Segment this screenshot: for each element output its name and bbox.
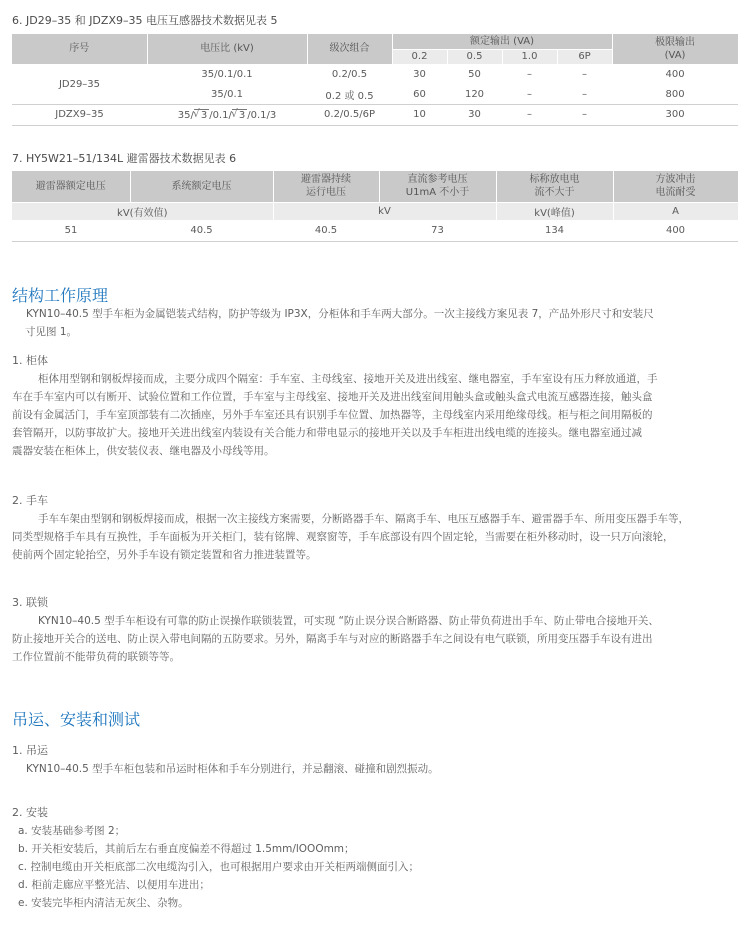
- col-ratio: 电压比 (kV): [147, 34, 307, 64]
- ratio-part: /0.1/: [209, 109, 232, 121]
- unit-kv-effective: kV(有效值): [12, 202, 273, 220]
- item-body-truck: [12, 510, 738, 564]
- text-line: 寸见图 1。: [25, 326, 78, 338]
- text-line: 手车车架由型钢和钢板焊接而成，根据一次主接线方案需要，分断路器手车、隔离手车、电压互感器手车、避雷器手车、所用变压器手车等，: [38, 513, 689, 525]
- text-line: 工作位置前不能带负荷的联锁等等。: [12, 651, 180, 663]
- text-line: KYN10–40.5 型手车柜设有可靠的防止误操作联锁装置，可实现 “防止误分误合断路器、防止带负荷进出手车、防止带电合接地开关、: [38, 615, 659, 627]
- table-cell: 300: [612, 104, 738, 125]
- col-square-wave-current: [613, 171, 738, 202]
- table-cell: –: [502, 104, 557, 125]
- header-line: 直流参考电压: [407, 174, 468, 186]
- text-line: 使前两个固定轮抬空，另外手车设有锁定装置和省力推进装置等。: [12, 549, 317, 561]
- col-seq: 序号: [12, 34, 147, 64]
- table-cell: 400: [613, 220, 738, 241]
- col-system-rated-voltage: [130, 171, 273, 202]
- header-line: 系统额定电压: [171, 180, 232, 192]
- section1-intro: [26, 305, 738, 341]
- section-title-transport: 吊运、安装和测试: [12, 710, 141, 729]
- table-cell: –: [557, 104, 612, 125]
- table-cell: 73: [379, 220, 496, 241]
- table6-caption: 7. HY5W21–51/134L 避雷器技术数据见表 6: [12, 152, 237, 165]
- text-line: KYN10–40.5 型手车柜为金属铠装式结构，防护等级为 IP3X，分柜体和手车两大部分。一次主接线方案见表 7，产品外形尺寸和安装尺: [26, 308, 654, 320]
- unit-kv: kV: [273, 202, 496, 220]
- sub-col-05: 0.5: [447, 49, 502, 64]
- table-cell: –: [502, 64, 557, 84]
- table-cell: 400: [612, 64, 738, 84]
- table-cell: 50: [447, 64, 502, 84]
- installation-list: [18, 822, 738, 912]
- text-line: 同类型规格手车具有互换性，手车面板为开关柜门，装有铭牌、观察窗等，手车底部设有四个固定轮，当需要在柜外移动时，设一只万向滚轮，: [12, 531, 674, 543]
- table-cell: 10: [392, 104, 447, 125]
- col-continuous-voltage: [273, 171, 379, 202]
- voltage-transformer-table: [12, 34, 739, 126]
- item-heading-installation: 2. 安装: [12, 806, 48, 819]
- text-line: 震器安装在柜体上，供安装仪表、继电器及小母线等用。: [12, 445, 275, 457]
- header-line: 流不大于: [534, 187, 575, 199]
- header-line: 运行电压: [306, 187, 346, 199]
- text-line: 套管隔开，以防事故扩大。接地开关进出线室内装设有关合能力和带电显示的接地开关以及手车柜进出线电缆的连接头。继电器室通过减: [12, 427, 642, 439]
- item-body-interlock: [12, 612, 738, 666]
- col-limit-output: [612, 34, 738, 64]
- table-cell: 60: [392, 84, 447, 104]
- sub-col-10: 1.0: [502, 49, 557, 64]
- item-heading-interlock: 3. 联锁: [12, 596, 48, 609]
- table-cell: 0.2/0.5: [307, 64, 392, 84]
- header-line: 避雷器额定电压: [35, 180, 106, 192]
- table-cell: JDZX9–35: [12, 104, 147, 125]
- table-cell: 800: [612, 84, 738, 104]
- header-line: 标称放电电: [529, 174, 580, 186]
- header-line: U1mA 不小于: [405, 187, 470, 199]
- table-cell: 0.2/0.5/6P: [307, 104, 392, 125]
- table-cell: 120: [447, 84, 502, 104]
- sqrt-symbol: [232, 109, 247, 121]
- text-line: 车在手车室内可以有断开、试验位置和工作位置，手车室与主母线室、接地开关及进出线室间用触头盒或触头盒式电流互感器连接，触头盒: [12, 391, 653, 403]
- item-heading-hoisting: 1. 吊运: [12, 744, 48, 757]
- item-body-hoisting: KYN10–40.5 型手车柜包装和吊运时柜体和手车分别进行，并忌翻滚、碰撞和剧烈振动。: [26, 763, 439, 775]
- item-heading-cabinet: 1. 柜体: [12, 354, 48, 367]
- section-title-structure: 结构工作原理: [12, 286, 109, 305]
- table-cell: –: [557, 84, 612, 104]
- table-cell: 35/0.1/0.1: [147, 64, 307, 84]
- list-item: b. 开关柜安装后，其前后左右垂直度偏差不得超过 1.5mm/lOOOmm；: [18, 843, 355, 855]
- table-cell: 30: [447, 104, 502, 125]
- col-limit-output-line2: (VA): [664, 49, 686, 61]
- header-line: 方波冲击: [655, 174, 696, 186]
- table-cell: 30: [392, 64, 447, 84]
- header-line: 避雷器持续: [301, 174, 351, 186]
- ratio-part: 3: [200, 109, 208, 121]
- col-accuracy: 级次组合: [307, 34, 392, 64]
- col-dc-reference-voltage: [379, 171, 496, 202]
- table-cell: 40.5: [130, 220, 273, 241]
- surge-arrester-table: [12, 171, 739, 242]
- list-item: e. 安装完毕柜内清洁无灰尘、杂物。: [18, 897, 189, 909]
- ratio-part: 3: [238, 109, 246, 121]
- list-item: d. 柜前走廊应平整光洁、以便用车进出；: [18, 879, 210, 891]
- table-cell: 134: [496, 220, 613, 241]
- ratio-part: /0.1/3: [247, 109, 277, 121]
- list-item: a. 安装基础参考图 2；: [18, 825, 126, 837]
- text-line: 防止接地开关合的送电、防止误入带电间隔的五防要求。另外，隔离手车与对应的断路器手车之间设有电气联锁，所用变压器手车设有进出: [12, 633, 653, 645]
- table5-caption: 6. JD29–35 和 JDZX9–35 电压互感器技术数据见表 5: [12, 14, 278, 27]
- table-cell: –: [557, 64, 612, 84]
- col-rated-output: 额定输出 (VA): [392, 34, 612, 49]
- sub-col-02: 0.2: [392, 49, 447, 64]
- table-cell: 35/0.1: [147, 84, 307, 104]
- list-item: c. 控制电缆由开关柜底部二次电缆沟引入，也可根据用户要求由开关柜两端侧面引入；: [18, 861, 419, 873]
- table-cell-ratio: [147, 104, 307, 125]
- table-cell: 0.2 或 0.5: [307, 84, 392, 104]
- sqrt-symbol: [194, 109, 209, 121]
- text-line: 柜体用型钢和钢板焊接而成，主要分成四个隔室：手车室、主母线室、接地开关及进出线室、继电器室，手车室设有压力释放通道，手: [38, 373, 658, 385]
- table-cell: JD29–35: [12, 64, 147, 104]
- table-cell: –: [502, 84, 557, 104]
- table-cell: 51: [12, 220, 130, 241]
- sub-col-6p: 6P: [557, 49, 612, 64]
- col-limit-output-line1: 极限输出: [655, 36, 696, 48]
- item-heading-truck: 2. 手车: [12, 494, 48, 507]
- col-nominal-discharge: [496, 171, 613, 202]
- table-cell: 40.5: [273, 220, 379, 241]
- text-line: 前设有金属活门，手车室顶部装有二次插座，另外手车室还具有识别手车位置、加热器等，主母线室内采用绝缘母线。柜与柜之间用隔板的: [12, 409, 653, 421]
- header-line: 电流耐受: [655, 187, 696, 199]
- unit-a: A: [613, 202, 738, 220]
- unit-kv-peak: kV(峰值): [496, 202, 613, 220]
- col-arrester-rated-voltage: [12, 171, 130, 202]
- item-body-cabinet: [12, 370, 738, 460]
- ratio-part: 35/: [177, 109, 194, 121]
